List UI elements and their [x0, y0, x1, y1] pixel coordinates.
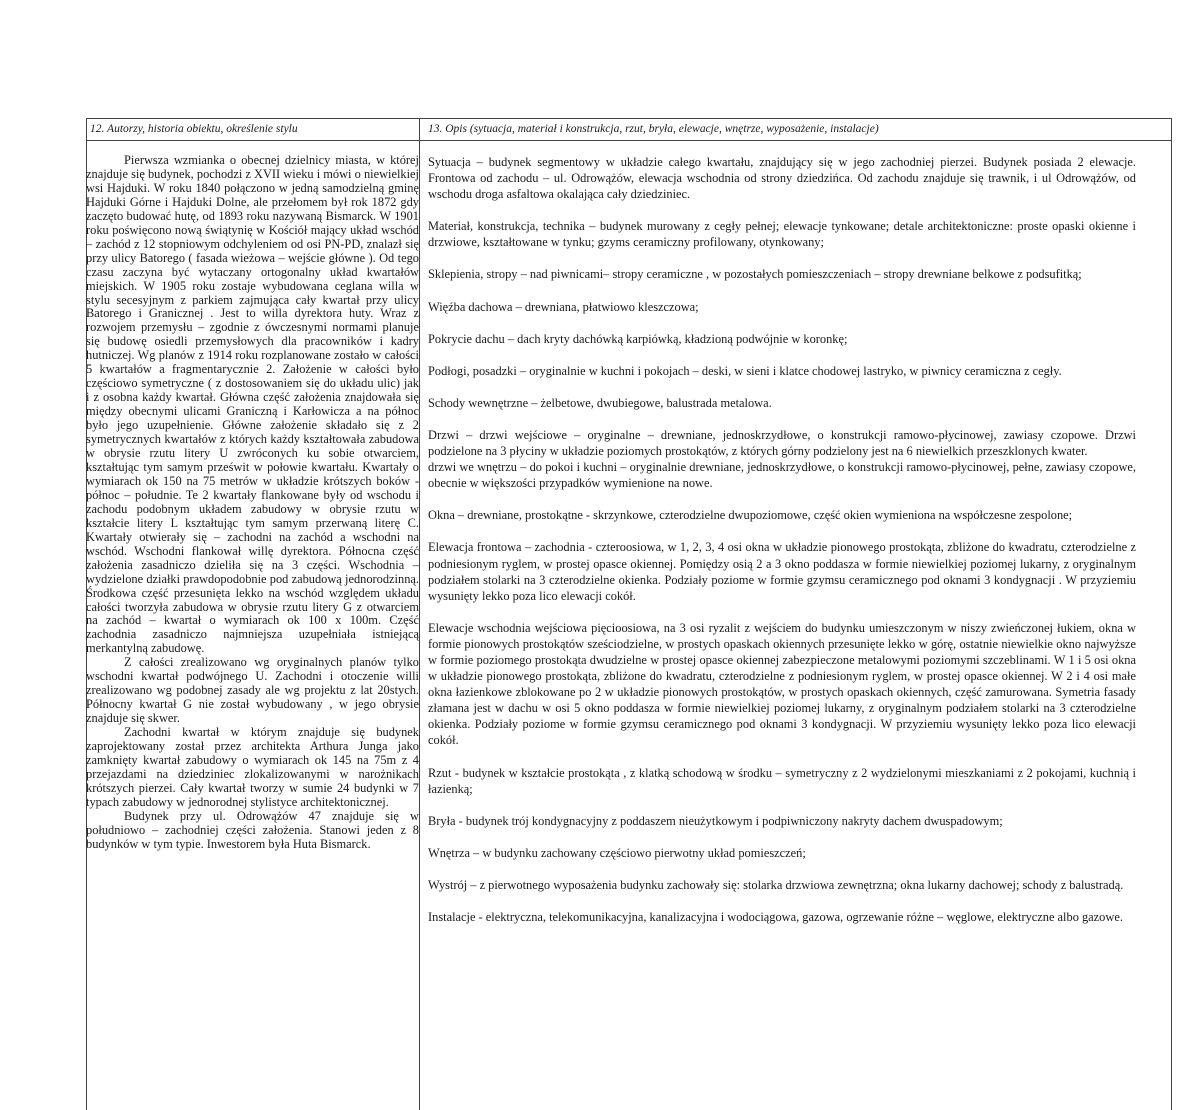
desc-material: Materiał, konstrukcja, technika – budynek murowany z cegły pełnej; elewacje tynkowane; detale architektoniczne: proste opaski okienne i drzwiowe, kształtowane w tynku; gzyms ceramiczny profilowany, otynkowany; [428, 219, 1136, 250]
desc-inner-doors: drzwi we wnętrzu – do pokoi i kuchni – oryginalnie drewniane, jednoskrzydłowe, o konstrukcji ramowo-płycinowej, pełne, zawiasy czopowe, obecnie w większości przypadków wymienione na nowe. [428, 460, 1136, 491]
history-paragraph-3: Zachodni kwartał w którym znajduje się budynek zaprojektowany został przez architekta Arthura Junga jako zamknięty kwartał zabudowy o wymiarach ok 145 na 75m z 4 przejazdami na dziedziniec zlokalizowanymi w narożnikach krótszych pierzei. Cały kwartał tworzy w sumie 24 budynki w 7 typach zabudowy w jednorodnej stylistyce architektonicznej. [86, 725, 419, 809]
desc-furnishing: Wystrój – z pierwotnego wyposażenia budynku zachowały się: stolarka drzwiowa zewnętrzna; okna lukarny dachowej; schody z balustradą. [428, 877, 1124, 892]
desc-roofing: Pokrycie dachu – dach kryty dachówką karpiówką, kładzioną podwójnie w koronkę; [428, 331, 848, 346]
desc-front-elevation: Elewacja frontowa – zachodnia - czteroosiowa, w 1, 2, 3, 4 osi okna w układzie pionowego prostokąta, zbliżone do kwadratu, czterodzielne z podniesionym ryglem, w prostej opasce okiennej. Pomiędzy osią 2 a 3 okno poddasza w formie niewielkiej poziomej lukarny, z oryginalnym podziałem stolarki na 3 czterodzielne okienka. Podziały poziome w formie gzymsu ceramicznego pod oknami 3 kondygnacji . W przyziemiu wysunięty lekko poza lico elewacji cokół. [428, 540, 1136, 603]
table-right-border [1171, 118, 1172, 1110]
column-divider [419, 118, 420, 1110]
desc-stairs: Schody wewnętrzne – żelbetowe, dwubiegowe, balustrada metalowa. [428, 395, 772, 410]
desc-installations: Instalacje - elektryczna, telekomunikacyjna, kanalizacyjna i wodociągowa, gazowa, ogrzewanie różne – węglowe, elektryczne albo gazowe. [428, 910, 1123, 924]
desc-doors: Drzwi – drzwi wejściowe – oryginalne – drewniane, jednoskrzydłowe, o konstrukcji ramowo-płycinowej, zawiasy czopowe. Drzwi podzielone na 3 płyciny w układzie poziomych prostokątów, z których górny podzielony jest na 6 niewielkich przeszklonych kwater. [428, 427, 1136, 459]
desc-interiors: Wnętrza – w budynku zachowany częściowo pierwotny układ pomieszczeń; [428, 845, 806, 860]
history-paragraph-2: Z całości zrealizowano wg oryginalnych planów tylko wschodni kwartał podwójnego U. Zachodni i otoczenie willi zrealizowano wg podobnej zasady ale wg projektu z lat 20stych. Północny kwartał G nie został wybudowany , w jego obrysie znajduje się skwer. [86, 655, 419, 726]
history-paragraph-4: Budynek przy ul. Odrowążów 47 znajduje się w południowo – zachodniej części założenia. Stanowi jeden z 8 budynków w tym typie. Inwestorem była Huta Bismarck. [86, 808, 419, 851]
history-paragraph-1: Pierwsza wzmianka o obecnej dzielnicy miasta, w której znajduje się budynek, pochodzi z XVII wieku i mówi o niewielkiej wsi Hajduki. W roku 1840 połączono w jedną samodzielną gminę Hajduki Górne i Hajduki Dolne, ale przełomem był rok 1872 gdy zaczęto budować hutę, od 1893 roku nazywaną Bismarck. W 1901 roku poświęcono nową świątynię w Kościół mający układ wschód – zachód z 12 stopniowym odchyleniem od osi PN-PD, znalazł się przy ulicy Batorego ( fasada wieżowa – wejście główne ). Od tego czasu zaczyna być wytaczany ortogonalny układ kwartałów miejskich. W 1905 roku zostaje wybudowana ceglana willa w stylu secesyjnym z parkiem zajmująca cały kwartał przy ulicy Batorego i Granicznej . Jest to willa dyrektora huty. Wraz z rozwojem przemysłu – zgodnie z ówczesnymi normami planuje się budowę osiedli przemysłowych dla pracowników i kadry hutniczej. Wg planów z 1914 roku rozplanowane zostało w całości 5 kwartałów a fragmentarycznie 2. Założenie w całości było częściowo symetryczne ( z dostosowaniem się do układu ulic) jak i z osobna każdy kwartał. Główna część założenia znajdowała się między obecnymi ulicami Graniczną i Karłowicza a na północ było jego uzupełnienie. Główne założenie składało się z 2 symetrycznych kwartałów z których każdy kształtowała zabudowa w obrysie rzutu litery U zwróconych ku sobie otwarciem, kształtując tym samym prześwit w połowie kwartału. Kwartały o wymiarach ok 150 na 75 metrów w układzie krótszych boków - północ – południe. Te 2 kwartały flankowane były od wschodu i zachodu podobnym układem zabudowy w obrysie rzutu w kształcie litery L kształtując tym samym przerwaną literę C. Kwartały otwierały się – zachodni na zachód a wschodni na wschód. Wschodni flankował willę dyrektora. Północna część założenia zasadniczo dzieliła się na 3 części. Wschodnia – wydzielone działki prawdopodobnie pod zabudową jednorodzinną. Środkowa część przesunięta lekko na wschód względem układu całości tworzyła zabudowa w obrysie rzutu litery G z otwarciem na zachód – kwartał o wymiarach ok 100 x 100m. Część zachodnia zasadniczo najmniejsza uzupełniała istniejącą merkantylną zabudowę. [86, 153, 419, 656]
desc-roof-truss: Więźba dachowa – drewniana, płatwiowo kleszczowa; [428, 299, 699, 314]
desc-massing: Bryła - budynek trój kondygnacyjny z poddaszem nieużytkowym i podpiwniczony nakryty dachem dwuspadowym; [428, 813, 1003, 828]
history-column [86, 154, 419, 852]
desc-ceilings: Sklepienia, stropy – nad piwnicami– stropy ceramiczne , w pozostałych pomieszczeniach – stropy drewniane belkowe z podsufitką; [428, 267, 1082, 282]
desc-plan: Rzut - budynek w kształcie prostokąta , z klatką schodową w środku – symetryczny z 2 wydzielonymi mieszkaniami z 2 pokojami, kuchnią i łazienką; [428, 765, 1136, 796]
header-row-border [86, 140, 1172, 141]
desc-situation: Sytuacja – budynek segmentowy w układzie całego kwartału, znajdujący się w jego zachodniej pierzei. Budynek posiada 2 elewacje. Frontowa od zachodu – ul. Odrowążów, elewacja wschodnia od strony dziedzińca. Od zachodu znajduje się trawnik, i ul Odrowążów, od wschodu droga asfaltowa okalająca cały dziedziniec. [428, 155, 1136, 202]
desc-east-elevation: Elewacje wschodnia wejściowa pięcioosiowa, na 3 osi ryzalit z wejściem do budynku umieszczonym w niszy zwieńczonej łukiem, okna w formie pionowych prostokątów sześciodzielne, w prostych opaskach okiennych przesunięte lekko w górę, ostatnie niewielkie okno najwyższe w formie poziomego prostokąta dwudzielne w prostej opasce okiennej zabezpieczone metalowymi poziomymi szczeblinami. W 1 i 5 osi okna w układzie pionowego prostokąta, zbliżone do kwadratu, czterodzielne z podniesionym ryglem, w prostej opasce okiennej. W 2 i 4 osi małe okna łazienkowe zblokowane po 2 w układzie pionowych prostokątów, w prostych opaskach okiennych, część zamurowana. Symetria fasady złamana jest w dachu w osi 5 okno poddasza w formie niewielkiej poziomej lukarny, z oryginalnym podziałem stolarki na 3 czterodzielne okienka. Podziały poziome w formie gzymsu ceramicznego pod oknami 3 kondygnacji. W przyziemiu wysunięty lekko poza lico elewacji cokół. [428, 620, 1136, 748]
desc-windows: Okna – drewniane, prostokątne - skrzynkowe, czterodzielne dwupoziomowe, część okien wymieniona na współczesne zespolone; [428, 508, 1073, 523]
section-12-header: 12. Autorzy, historia obiektu, określenie stylu [90, 123, 298, 135]
section-13-header: 13. Opis (sytuacja, materiał i konstrukcja, rzut, bryła, elewacje, wnętrze, wyposażenie, instalacje) [428, 123, 879, 135]
table-top-border [86, 118, 1172, 119]
desc-floors: Podłogi, posadzki – oryginalnie w kuchni i pokojach – deski, w sieni i klatce chodowej lastryko, w piwnicy ceramiczna z cegły. [428, 363, 1062, 378]
form-table [86, 118, 1172, 1110]
description-column [428, 154, 1136, 925]
